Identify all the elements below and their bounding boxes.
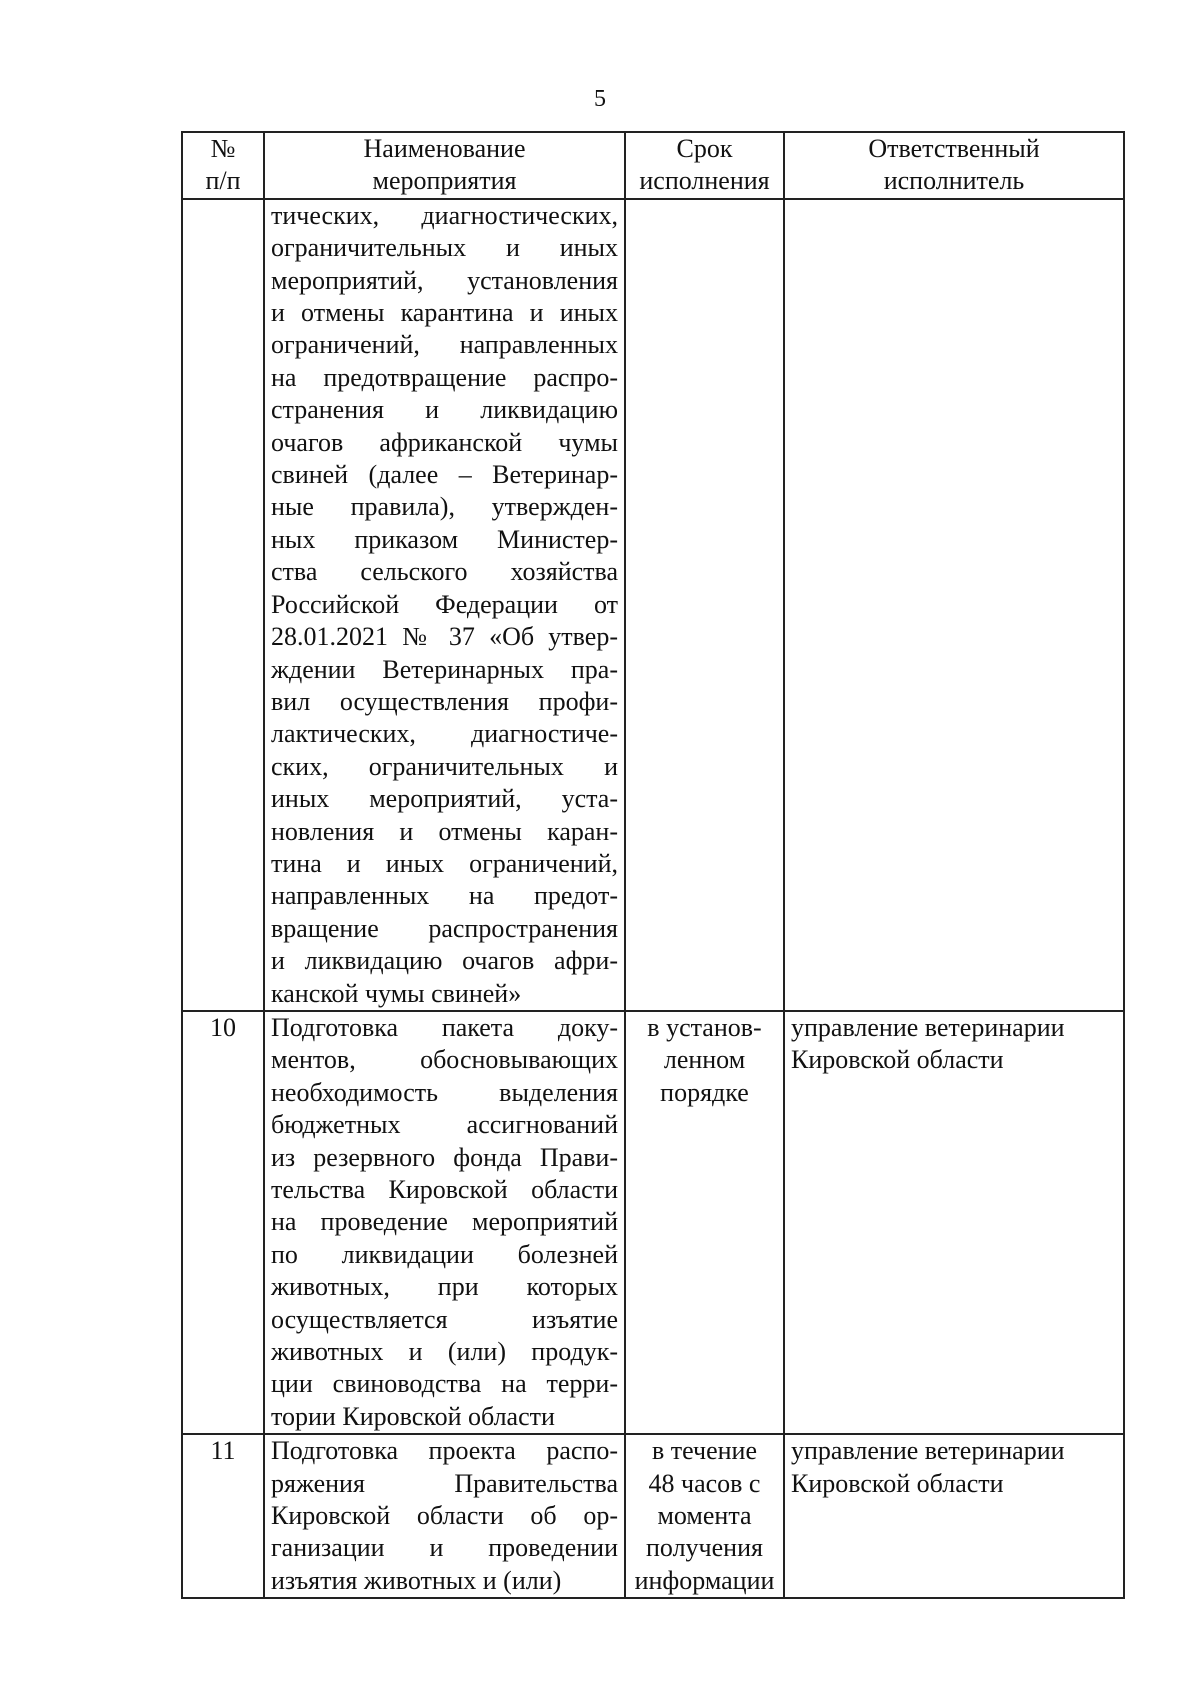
activity-name-cell <box>264 1011 625 1434</box>
activity-name-cell <box>264 1434 625 1598</box>
activity-name-line: свиней (далее – Ветеринар- <box>271 460 618 490</box>
activities-table <box>181 131 1125 1599</box>
deadline-line: в установ- <box>647 1012 762 1042</box>
header-activity-name <box>264 132 625 199</box>
deadline-line: 48 часов с <box>648 1468 761 1498</box>
activity-name-line: вил осуществления профи- <box>271 686 618 716</box>
deadline-cell <box>625 1434 784 1598</box>
deadline-cell <box>625 1011 784 1434</box>
activity-name-line: странения и ликвидацию <box>271 395 618 425</box>
deadline-line: в течение <box>651 1436 757 1466</box>
header-line: Срок <box>676 134 733 163</box>
activity-name-line: Кировской области об ор- <box>271 1501 618 1531</box>
activity-name-line: ждении Ветеринарных пра- <box>271 654 618 684</box>
activity-name-line: направленных на предот- <box>271 881 618 911</box>
activity-name-line: на проведение мероприятий <box>271 1207 618 1237</box>
header-line: исполнитель <box>883 166 1025 196</box>
activity-name-line: новления и отмены каран- <box>271 816 618 846</box>
responsible-line: управление ветеринарии <box>791 1012 1065 1042</box>
row-number <box>182 199 264 1011</box>
header-line: п/п <box>205 166 241 196</box>
responsible-line: Кировской области <box>791 1468 1004 1498</box>
header-line: мероприятия <box>372 166 517 196</box>
activity-name-line: вращение распространения <box>271 913 618 943</box>
activity-name-line: и отмены карантина и иных <box>271 298 618 328</box>
activity-name-line: ограничений, направленных <box>271 330 618 360</box>
activity-name-line: Подготовка проекта распо- <box>271 1436 618 1466</box>
activity-name-line: по ликвидации болезней <box>271 1239 618 1269</box>
header-deadline <box>625 132 784 199</box>
activity-name-line: мероприятий, установления <box>271 265 618 295</box>
activity-name-line: и ликвидацию очагов афри- <box>271 946 618 976</box>
deadline-line: ленном <box>663 1045 746 1075</box>
responsible-line: управление ветеринарии <box>791 1436 1065 1466</box>
activity-name-cell <box>264 199 625 1011</box>
activity-name-line: ные правила), утвержден- <box>271 492 618 522</box>
deadline-cell <box>625 199 784 1011</box>
activity-name-line: ства сельского хозяйства <box>271 557 618 587</box>
page-number: 5 <box>594 86 606 112</box>
activity-name-line: тельства Кировской области <box>271 1175 618 1204</box>
activity-name-line: ских, ограничительных и <box>271 751 618 781</box>
responsible-cell <box>784 1011 1124 1434</box>
deadline-line: информации <box>634 1565 775 1595</box>
header-responsible <box>784 132 1124 199</box>
activity-name-line: Подготовка пакета доку- <box>271 1012 618 1042</box>
activity-name-line: бюджетных ассигнований <box>271 1110 618 1140</box>
activity-name-line: очагов африканской чумы <box>271 427 618 457</box>
activity-name-line: осуществляется изъятие <box>271 1304 618 1334</box>
activity-name-line: ряжения Правительства <box>271 1468 618 1498</box>
activity-name-line: ограничительных и иных <box>271 233 618 263</box>
responsible-cell <box>784 199 1124 1011</box>
activity-name-line: животных, при которых <box>271 1272 618 1302</box>
activity-name-line: из резервного фонда Прави- <box>271 1142 618 1172</box>
activity-name-line: тина и иных ограничений, <box>271 848 618 878</box>
activity-name-line: иных мероприятий, уста- <box>271 784 618 814</box>
deadline-line: порядке <box>660 1077 749 1107</box>
header-line: № <box>210 134 236 163</box>
activity-name-line: ганизации и проведении <box>271 1533 618 1563</box>
table-header-row <box>182 132 1124 199</box>
row-number: 10 <box>182 1011 264 1434</box>
activity-name-line: ных приказом Министер- <box>271 524 618 554</box>
activity-name-line: необходимость выделения <box>271 1077 618 1107</box>
responsible-line: Кировской области <box>791 1045 1004 1075</box>
activity-name-line: изъятия животных и (или) <box>271 1565 562 1595</box>
header-line: исполнения <box>639 166 770 196</box>
activity-name-line: ции свиноводства на терри- <box>271 1369 618 1399</box>
header-line: Наименование <box>363 134 526 163</box>
activity-name-line: животных и (или) продук- <box>271 1337 618 1367</box>
header-line: Ответственный <box>868 134 1040 163</box>
activity-name-line: лактических, диагностиче- <box>271 719 618 749</box>
table-body <box>182 199 1124 1598</box>
activity-name-line: 28.01.2021 № 37 «Об утвер- <box>271 622 618 652</box>
activity-name-line: тических, диагностических, <box>271 200 618 230</box>
activity-name-line: тории Кировской области <box>271 1401 555 1431</box>
activity-name-line: канской чумы свиней» <box>271 978 522 1008</box>
responsible-cell <box>784 1434 1124 1598</box>
activity-name-line: ментов, обосновывающих <box>271 1045 618 1075</box>
row-number: 11 <box>182 1434 264 1598</box>
table-row <box>182 1011 1124 1434</box>
header-number <box>182 132 264 199</box>
deadline-line: получения <box>646 1533 763 1563</box>
table-row <box>182 199 1124 1011</box>
activity-name-line: на предотвращение распро- <box>271 362 618 392</box>
activity-name-line: Российской Федерации от <box>271 589 618 619</box>
table-row <box>182 1434 1124 1598</box>
deadline-line: момента <box>657 1501 752 1531</box>
